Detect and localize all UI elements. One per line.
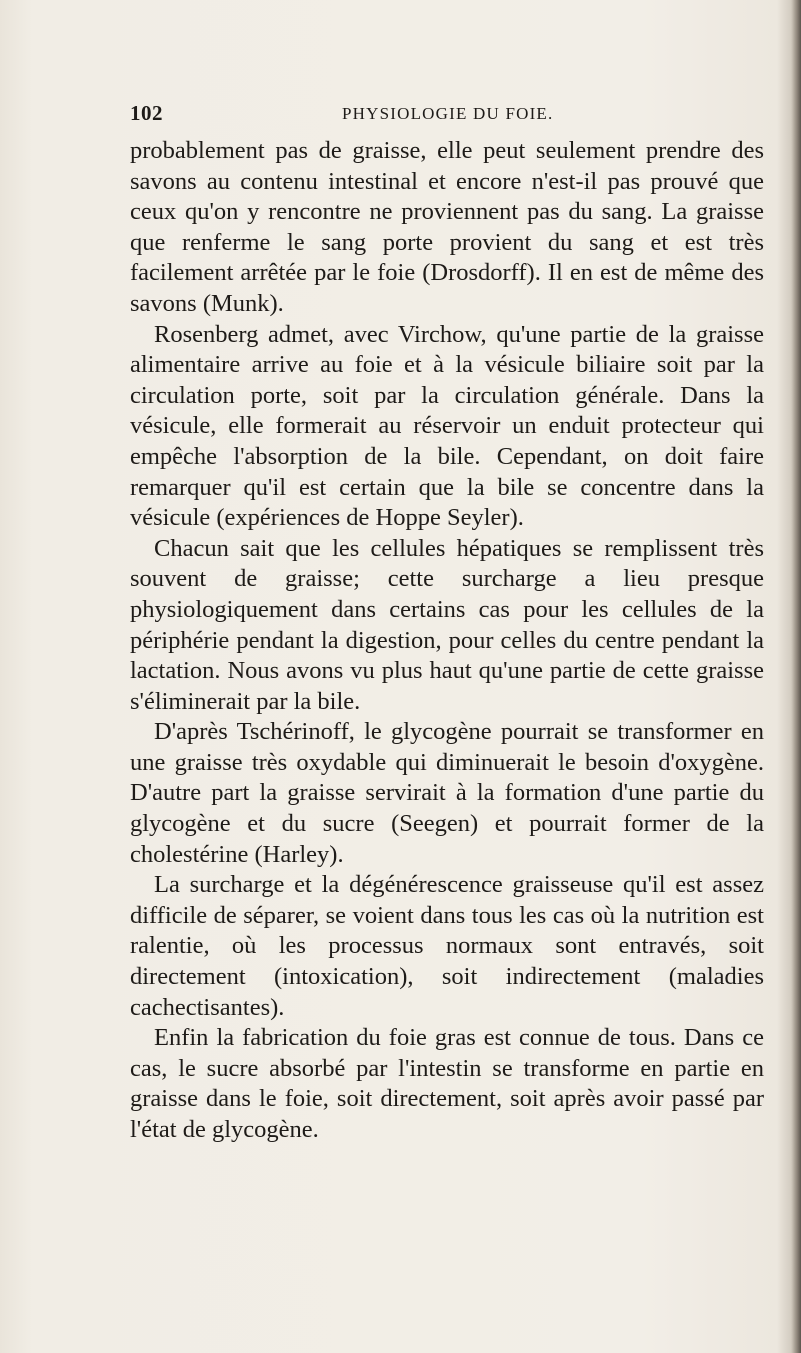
paragraph: probablement pas de graisse, elle peut seulement prendre des savons au contenu intestinal et encore n'est-il pas prouvé que ceux qu'on y rencontre ne proviennent pas du sang. La graisse que renferme le sang porte provient du sang et est très facilement arrêtée par le foie (Drosdorff). Il en est de même des savons (Munk). (130, 137, 764, 317)
paragraph: La surcharge et la dégénérescence graisseuse qu'il est assez difficile de séparer, se voient dans tous les cas où la nutrition est ralentie, où les processus normaux sont entravés, soit directement (intoxication), soit indirectement (maladies cachectisantes). (130, 871, 764, 1021)
page-number: 102 (130, 101, 163, 125)
paragraph: D'après Tschérinoff, le glycogène pourrait se transformer en une graisse très oxydable qui diminuerait le besoin d'oxygène. D'autre part la graisse servirait à la formation d'une partie du glycogène et du sucre (Seegen) et pourrait former de la cholestérine (Harley). (130, 718, 764, 868)
paragraph: Rosenberg admet, avec Virchow, qu'une partie de la graisse alimentaire arrive au foie et à la vésicule biliaire soit par la circulation porte, soit par la circulation générale. Dans la vésicule, elle formerait au réservoir un enduit protecteur qui empêche l'absorption de la bile. Cependant, on doit faire remarquer qu'il est certain que la bile se concentre dans la vésicule (expériences de Hoppe Seyler). (130, 320, 764, 532)
paragraph: Enfin la fabrication du foie gras est connue de tous. Dans ce cas, le sucre absorbé par l'intestin se transforme en partie en graisse dans le foie, soit directement, soit après avoir passé par l'état de glycogène. (130, 1024, 764, 1143)
body-text (130, 136, 764, 1146)
page-edge-shadow (791, 0, 801, 1353)
running-title: PHYSIOLOGIE DU FOIE. (342, 104, 554, 123)
page-header (130, 101, 770, 131)
paragraph: Chacun sait que les cellules hépatiques se remplissent très souvent de graisse; cette surcharge a lieu presque physiologiquement dans certains cas pour les cellules de la périphérie pendant la digestion, pour celles du centre pendant la lactation. Nous avons vu plus haut qu'une partie de cette graisse s'éliminerait par la bile. (130, 534, 764, 715)
